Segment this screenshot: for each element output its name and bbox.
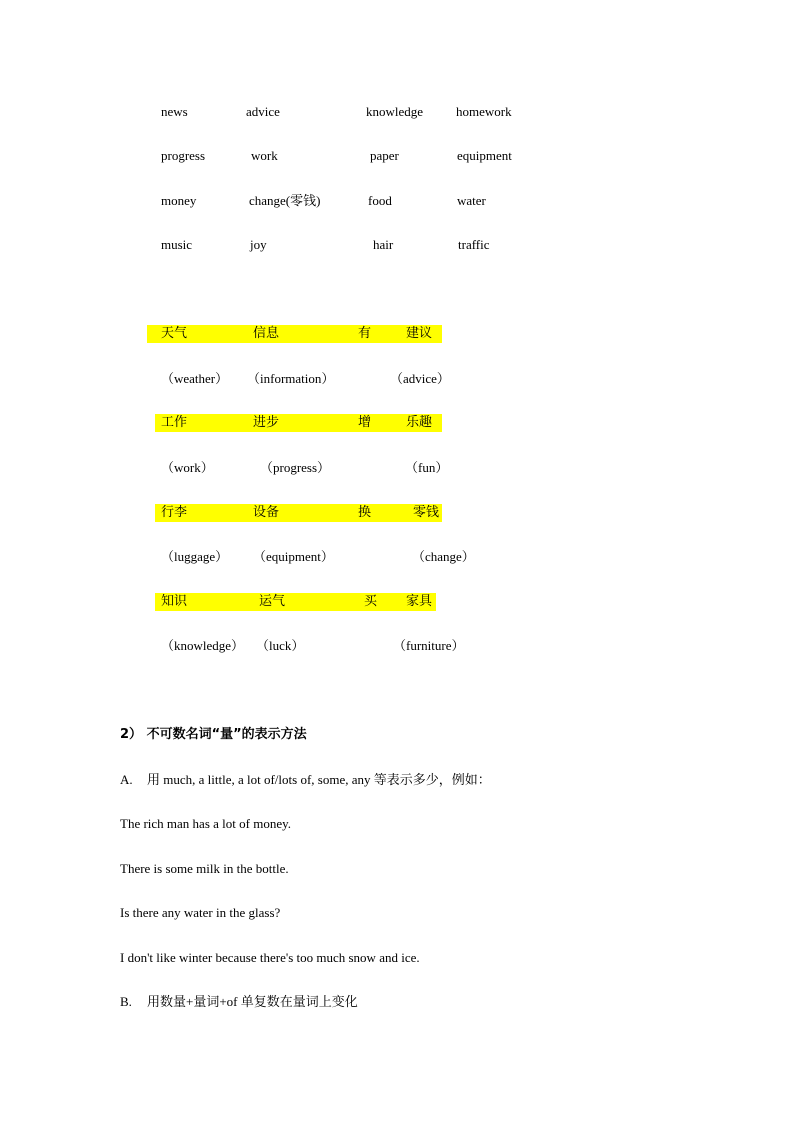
point-b-label: B. <box>120 994 132 1009</box>
point-b-text: 用数量+量词+of 单复数在量词上变化 <box>147 994 358 1009</box>
english-word: （advice） <box>390 371 450 386</box>
chinese-word: 家具 <box>406 594 433 609</box>
highlight-band <box>147 325 442 343</box>
chinese-word: 进步 <box>253 415 280 430</box>
grid-word: progress <box>161 148 206 163</box>
grid-word: water <box>457 193 486 208</box>
grid-word: joy <box>250 237 267 252</box>
chinese-word: 零钱 <box>413 505 440 520</box>
chinese-word: 天气 <box>161 326 188 341</box>
highlight-band <box>155 593 436 611</box>
example-sentence: I don't like winter because there's too much snow and ice. <box>120 950 420 965</box>
english-word: （information） <box>247 371 335 386</box>
chinese-word: 乐趣 <box>406 415 433 430</box>
highlight-band <box>155 504 442 522</box>
english-word: （progress） <box>260 460 331 475</box>
english-word: （change） <box>412 549 475 564</box>
grid-word: traffic <box>458 237 490 252</box>
english-word: （weather） <box>161 371 229 386</box>
chinese-word: 信息 <box>253 326 280 341</box>
example-sentence: There is some milk in the bottle. <box>120 861 289 876</box>
english-word: （knowledge） <box>161 638 245 653</box>
grid-word: hair <box>373 237 394 252</box>
chinese-word: 有 <box>358 326 372 341</box>
english-word: （luck） <box>256 638 305 653</box>
grid-word: food <box>368 193 392 208</box>
chinese-word: 工作 <box>161 415 188 430</box>
section-heading: 2） 不可数名词“量”的表示方法 <box>120 727 307 742</box>
example-sentence: Is there any water in the glass? <box>120 905 281 920</box>
grid-word: news <box>161 104 188 119</box>
english-word: （luggage） <box>161 549 229 564</box>
grid-word: change(零钱) <box>249 193 321 208</box>
english-word: （fun） <box>405 460 449 475</box>
grid-word: money <box>161 193 197 208</box>
grid-word: work <box>251 148 278 163</box>
chinese-word: 换 <box>358 505 372 520</box>
grid-word: equipment <box>457 148 512 163</box>
english-word: （equipment） <box>253 549 334 564</box>
point-a-label: A. <box>120 772 133 787</box>
chinese-word: 设备 <box>253 505 280 520</box>
chinese-word: 运气 <box>259 594 286 609</box>
highlight-band <box>155 414 442 432</box>
example-sentence: The rich man has a lot of money. <box>120 816 291 831</box>
grid-word: homework <box>456 104 512 119</box>
grid-word: advice <box>246 104 280 119</box>
chinese-word: 知识 <box>161 594 188 609</box>
chinese-word: 买 <box>364 594 378 609</box>
chinese-word: 建议 <box>406 326 433 341</box>
english-word: （furniture） <box>393 638 465 653</box>
point-a-text: 用 much, a little, a lot of/lots of, some, any 等表示多少，例如： <box>147 772 491 787</box>
grid-word: music <box>161 237 193 252</box>
chinese-word: 行李 <box>161 505 188 520</box>
english-word: （work） <box>161 460 214 475</box>
grid-word: paper <box>370 148 399 163</box>
chinese-word: 增 <box>358 415 372 430</box>
grid-word: knowledge <box>366 104 424 119</box>
